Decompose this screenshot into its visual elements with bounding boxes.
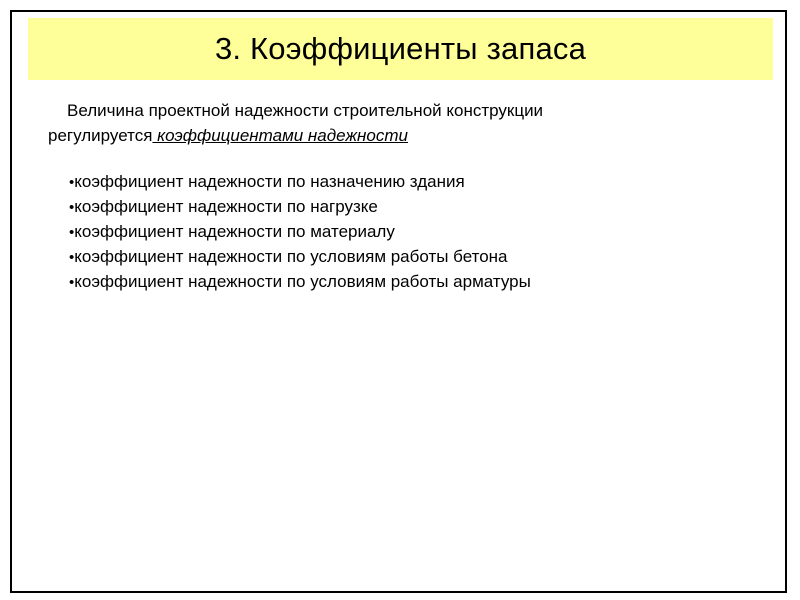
list-item-text: коэффициент надежности по условиям работы арматуры [74,272,531,291]
list-item-text: коэффициент надежности по назначению здания [74,172,465,191]
bullet-icon: • [69,249,75,266]
bullet-icon: • [69,199,75,216]
slide [10,10,787,593]
intro-line-2-prefix: регулируется [48,126,153,145]
bullet-icon: • [69,174,75,191]
coefficient-list [69,170,531,295]
title-bar [28,18,773,80]
intro-paragraph [48,98,748,148]
slide-title: 3. Коэффициенты запаса [214,31,587,66]
bullet-icon: • [69,224,75,241]
list-item-text: коэффициент надежности по нагрузке [74,197,378,216]
intro-line-1: Величина проектной надежности строительной конструкции [67,101,544,120]
list-item-text: коэффициент надежности по материалу [74,222,395,241]
list-item [69,170,531,195]
list-item [69,220,531,245]
list-item [69,270,531,295]
list-item [69,195,531,220]
list-item [69,245,531,270]
bullet-icon: • [69,274,75,291]
list-item-text: коэффициент надежности по условиям работы бетона [74,247,508,266]
intro-term-link: коэффициентами надежности [152,126,408,145]
